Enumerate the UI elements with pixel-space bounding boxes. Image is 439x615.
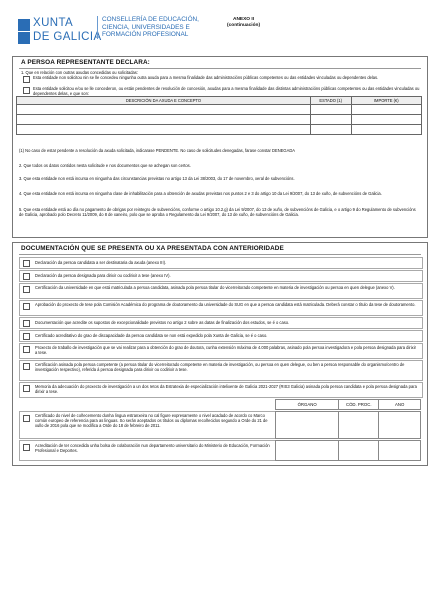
section-divider	[19, 254, 421, 255]
description-input[interactable]	[17, 125, 311, 135]
ministry-line2: CIENCIA, UNIVERSIDADES E	[102, 23, 190, 31]
declaration-item5: 5. Que esta entidade está ao día no pagamento de obrigas por reintegro de subvencións, conforme o artigo 10.2.g) da Lei 9/2007, do 13 de xuño, de subvencións de Galicia, e o artigo 9 do Regulamento de subvencións de Galicia, aprobado polo Decreto 11/2009, do 8 de xaneiro, polo que se aproba o Regulamento da Lei 9/2007, do 13 de xuño, de subvencións de Galicia.	[19, 207, 416, 218]
doc-checkbox[interactable]	[23, 415, 30, 422]
doc-text: Declaración da persoa designada para dirixir ou codirixir a tese (anexo IV).	[35, 273, 171, 278]
doc-text: Memoria da adecuación do proxecto de investigación a un dos retos da Estratexia de especialización intelixente de Galicia 2021-2027 (RIS3 Galicia) asinada pola persoa candidata e pola persoa designada para dirixir a tese.	[35, 384, 417, 395]
doc-row	[19, 317, 423, 329]
table-row	[17, 125, 422, 135]
ministry-name	[97, 16, 232, 39]
doc-row	[19, 440, 276, 461]
status-input[interactable]	[310, 105, 351, 115]
doc-row	[19, 283, 423, 299]
option2-radio[interactable]	[23, 87, 30, 94]
option1-text: Esta entidade non solicitou nin se lle concedeu ningunha outra axuda para a mesma finalidade das administracións públicas competentes ou das entidades vinculadas ou dependentes delas.	[33, 75, 379, 80]
doc-checkbox[interactable]	[23, 363, 30, 370]
logo-line2: DE GALICIA	[33, 31, 102, 43]
doc-text: Certificación asinada pola persoa competente (a persoa titular do vicerreitorado competente en materia de investigación, ou persoa en quen delegue, ou ben a persoa responsable do organismo/centro de investigación respectivo), referida á persoa designada para dirixir ou codirixir a tese.	[35, 362, 405, 373]
col-description: DESCRICIÓN DA AXUDA E CONCEPTO	[17, 97, 311, 105]
doc-row	[19, 343, 423, 359]
doc-text: Declaración da persoa candidata a ser destinataria da axuda (anexo III).	[35, 260, 167, 265]
org-input[interactable]	[276, 441, 339, 461]
section-divider	[19, 68, 421, 69]
amount-input[interactable]	[351, 105, 421, 115]
doc-checkbox[interactable]	[23, 444, 30, 451]
col-status: ESTADO (1)	[310, 97, 351, 105]
declaration-title: A PERSOA REPRESENTANTE DECLARA:	[21, 59, 150, 66]
annex-label	[227, 17, 260, 29]
doc-checkbox[interactable]	[23, 303, 30, 310]
table-row	[17, 115, 422, 125]
doc-checkbox[interactable]	[23, 333, 30, 340]
org-table	[275, 399, 421, 410]
annex-subtitle: (continuación)	[227, 23, 261, 28]
ministry-line1: CONSELLERÍA DE EDUCACIÓN,	[102, 16, 199, 23]
amount-input[interactable]	[351, 115, 421, 125]
logo-mark-bottom	[18, 32, 30, 44]
cod-proc-header: CÓD. PROC.	[339, 400, 379, 410]
doc-row	[19, 360, 423, 381]
xunta-logo	[18, 16, 108, 50]
cod-proc-input[interactable]	[339, 412, 379, 439]
ministry-line3: FORMACIÓN PROFESIONAL	[102, 31, 189, 39]
documentation-title: DOCUMENTACIÓN QUE SE PRESENTA OU XA PRESENTADA CON ANTERIORIDADE	[21, 245, 284, 252]
documentation-section	[12, 242, 428, 466]
doc-text: Certificado do nivel de coñecemento dunha lingua estranxeira no cal figure expresamente o nivel acadado de acordo co Marco común europeo de referencia para as linguas. So serán aceptados os títulos ou diplomas recoñecidos segundo a Orde do 21 de xullo de 2016 pola que se modifica a Orde do 18 de febreiro de 2011.	[35, 413, 268, 429]
doc-text: Proxecto de traballo de investigación que se vai realizar para a obtención do grao de doutora, cunha extensión máxima de 4.000 palabras, asinado pola persoa investigadora e pola persoa designada para dirixir a tese.	[35, 345, 416, 356]
org-table-row	[275, 440, 421, 461]
doc-row	[19, 300, 423, 316]
annex-title: ANEXO II	[232, 17, 255, 22]
doc-row	[19, 270, 423, 282]
doc-text: Acreditación de ter concedida unha bolsa de colaboración nun departamento universitario do Ministerio de Educación, Formación Profesional e Deportes.	[35, 443, 270, 454]
year-header: ANO	[379, 400, 421, 410]
status-input[interactable]	[310, 125, 351, 135]
description-input[interactable]	[17, 115, 311, 125]
doc-text: Certificación da universidade en que está matriculada a persoa candidata, asinada pola persoa titular do vicerreitorado competente en materia de investigación ou persoa en quen delegue (anexo V).	[35, 285, 395, 290]
doc-row	[19, 257, 423, 269]
doc-checkbox[interactable]	[23, 385, 30, 392]
declaration-section	[12, 56, 428, 238]
doc-text: Documentación que acredite os supostos de excepcionalidade previstos no artigo 2 sobre as datas de finalización dos estudos, se é o caso.	[35, 320, 290, 325]
amount-input[interactable]	[351, 125, 421, 135]
table-row	[17, 105, 422, 115]
aids-table	[16, 96, 422, 135]
org-header: ÓRGANO	[276, 400, 339, 410]
doc-checkbox[interactable]	[23, 260, 30, 267]
declaration-item3: 3. Que esta entidade non está incursa en ningunha das circunstancias previstas no artigo 13 da Lei 38/2003, do 17 de novembro, xeral de subvencións.	[19, 176, 295, 181]
doc-text: Aprobación do proxecto de tese pola Comisión Académica do programa de doutoramento da universidade do SUG en que a persoa candidata está matriculada. Deberá constar o título da tese de doutoramento.	[35, 302, 416, 307]
doc-text: Certificado acreditativo do grao de discapacidade da persoa candidata se non está expedido pola Xunta de Galicia, se é o caso.	[35, 333, 268, 338]
declaration-item4: 4. Que esta entidade non está incursa en ningunha clase de inhabilitación para a obtención de axudas previstas nos puntos 2 e 3 do artigo 10 da Lei 9/2007, do 13 de xuño, de subvencións de Galicia.	[19, 191, 382, 196]
year-input[interactable]	[379, 412, 421, 439]
doc-row	[19, 382, 423, 398]
declaration-item1: 1. Que en relación con outras axudas concedidas ou solicitadas:	[21, 70, 138, 75]
doc-checkbox[interactable]	[23, 286, 30, 293]
option2-text: Esta entidade solicitou e/ou se lle concederon, ou están pendentes de resolución de concesión, axudas para a mesma finalidade das distintas administracións públicas competentes ou das entidades vinculadas ou dependentes delas, e que son:	[33, 86, 420, 97]
logo-line1: XUNTA	[33, 17, 74, 29]
org-table-row	[275, 411, 421, 439]
col-amount: IMPORTE (€)	[351, 97, 421, 105]
doc-checkbox[interactable]	[23, 273, 30, 280]
doc-checkbox[interactable]	[23, 320, 30, 327]
logo-mark-top	[18, 19, 30, 31]
cod-proc-input[interactable]	[339, 441, 379, 461]
doc-row	[19, 330, 423, 342]
org-input[interactable]	[276, 412, 339, 439]
description-input[interactable]	[17, 105, 311, 115]
footnote: (1) No caso de estar pendente a resolución da axuda solicitada, indicarase PENDENTE. No caso de solicitudes denegadas, farase constar DENEGADA	[19, 148, 296, 153]
year-input[interactable]	[379, 441, 421, 461]
doc-checkbox[interactable]	[23, 346, 30, 353]
option1-radio[interactable]	[23, 76, 30, 83]
status-input[interactable]	[310, 115, 351, 125]
doc-row	[19, 411, 276, 439]
declaration-item2: 2. Que todos os datos contidos nesta solicitude e nos documentos que se achegan son certos.	[19, 163, 191, 168]
